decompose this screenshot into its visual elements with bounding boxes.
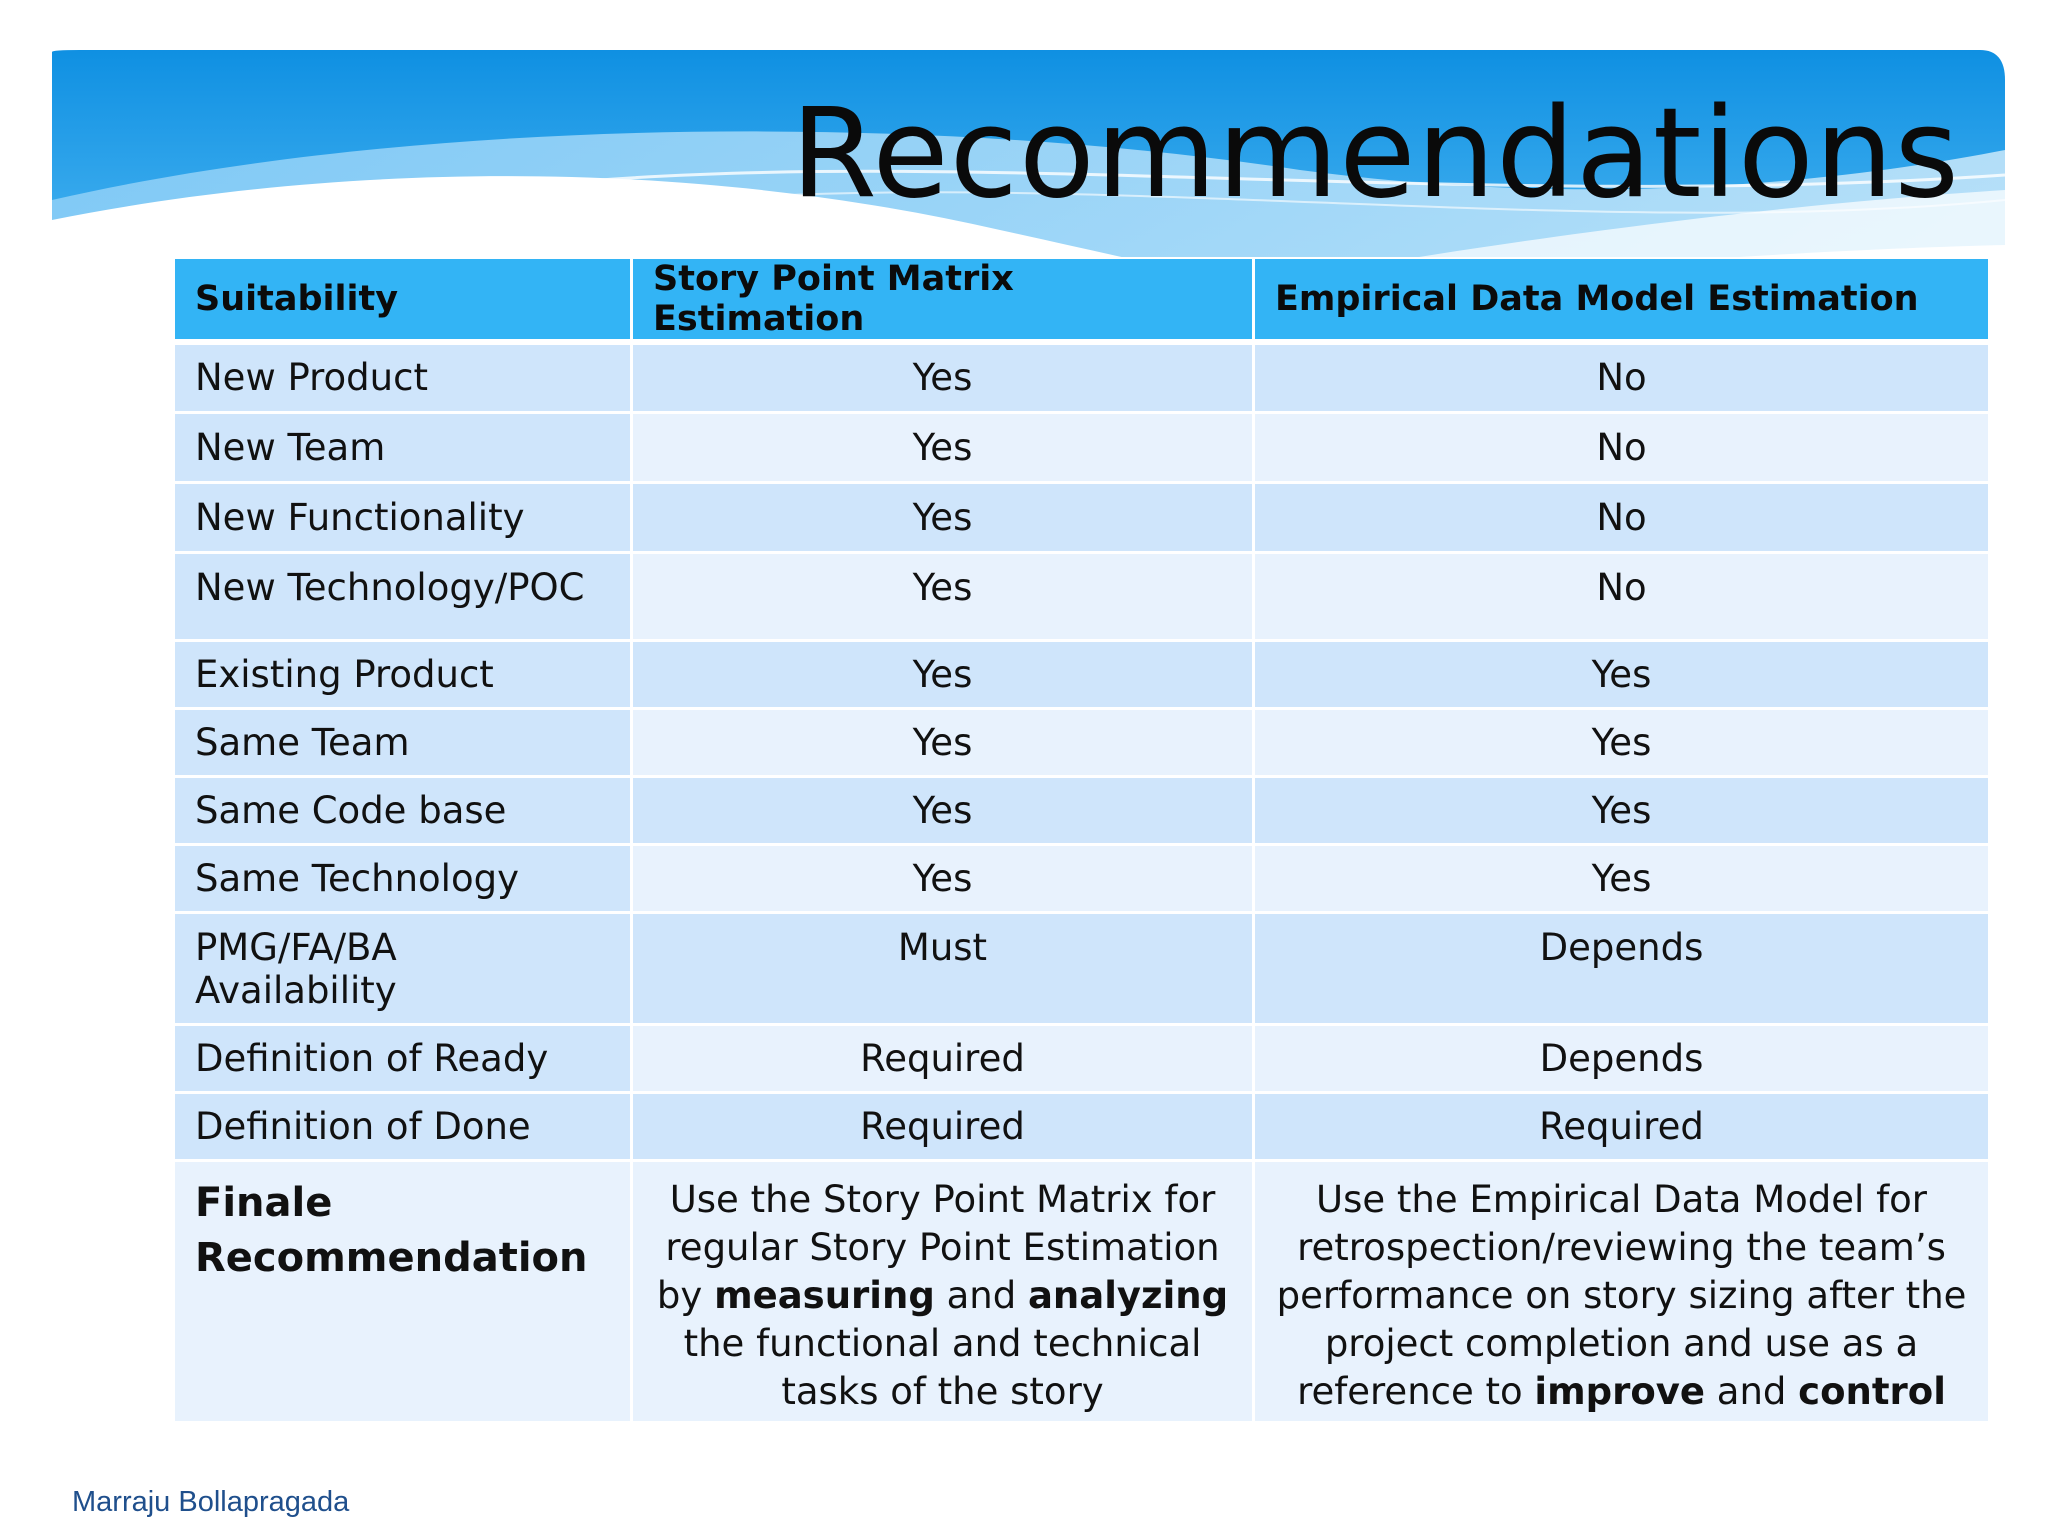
footer-author: Marraju Bollapragada: [72, 1486, 350, 1518]
header-suitability: Suitability: [174, 258, 632, 342]
story-point-value: Required: [632, 1024, 1254, 1092]
empirical-value: Yes: [1254, 708, 1990, 776]
story-point-value: Yes: [632, 708, 1254, 776]
finale-label-cell: [174, 1160, 632, 1422]
story-point-value: Must: [632, 912, 1254, 1024]
table-row: [174, 640, 1990, 708]
empirical-value: Required: [1254, 1092, 1990, 1160]
empirical-value: Yes: [1254, 776, 1990, 844]
row-label: PMG/FA/BA Availability: [174, 912, 632, 1024]
row-label: New Technology/POC: [174, 552, 632, 640]
story-point-value: Yes: [632, 482, 1254, 552]
table-row: [174, 708, 1990, 776]
row-label: Definition of Done: [174, 1092, 632, 1160]
empirical-value: Yes: [1254, 844, 1990, 912]
story-point-value: Yes: [632, 412, 1254, 482]
story-point-value: Yes: [632, 552, 1254, 640]
table-row: [174, 1024, 1990, 1092]
finale-row: [174, 1160, 1990, 1422]
finale-em-part2: and: [1705, 1369, 1799, 1413]
story-point-value: Yes: [632, 342, 1254, 412]
finale-label-line2: Recommendation: [195, 1234, 588, 1281]
finale-label-line1: Finale: [195, 1179, 333, 1226]
slide-title: Recommendations: [790, 82, 1960, 226]
story-point-value: Yes: [632, 640, 1254, 708]
table-row: [174, 1092, 1990, 1160]
row-label: New Product: [174, 342, 632, 412]
story-point-value: Required: [632, 1092, 1254, 1160]
finale-sp-bold-analyzing: analyzing: [1027, 1273, 1229, 1317]
header-story-point: Story Point Matrix Estimation: [632, 258, 1254, 342]
empirical-value: No: [1254, 482, 1990, 552]
row-label: New Functionality: [174, 482, 632, 552]
finale-sp-part1: Use the Story Point Matrix for regular Story Point Estimation by: [656, 1177, 1220, 1317]
finale-sp-part2: and: [934, 1273, 1028, 1317]
table-row: [174, 912, 1990, 1024]
row-label: Same Technology: [174, 844, 632, 912]
row-label: Definition of Ready: [174, 1024, 632, 1092]
story-point-value: Yes: [632, 844, 1254, 912]
empirical-value: No: [1254, 552, 1990, 640]
empirical-value: Depends: [1254, 1024, 1990, 1092]
finale-story-point-text: [632, 1160, 1254, 1422]
header-empirical: Empirical Data Model Estimation: [1254, 258, 1990, 342]
empirical-value: No: [1254, 412, 1990, 482]
finale-sp-bold-measuring: measuring: [714, 1273, 935, 1317]
table-row: [174, 342, 1990, 412]
row-label: New Team: [174, 412, 632, 482]
empirical-value: Yes: [1254, 640, 1990, 708]
finale-empirical-text: [1254, 1160, 1990, 1422]
table-row: [174, 482, 1990, 552]
empirical-value: No: [1254, 342, 1990, 412]
table-header-row: [174, 258, 1990, 342]
empirical-value: Depends: [1254, 912, 1990, 1024]
row-label: Same Code base: [174, 776, 632, 844]
finale-em-bold-improve: improve: [1534, 1369, 1706, 1413]
table-row: [174, 412, 1990, 482]
row-label: Existing Product: [174, 640, 632, 708]
table-row: [174, 552, 1990, 640]
recommendation-table: [172, 257, 1991, 1424]
finale-sp-part3: the functional and technical tasks of the story: [683, 1321, 1202, 1413]
table-row: [174, 844, 1990, 912]
table-row: [174, 776, 1990, 844]
story-point-value: Yes: [632, 776, 1254, 844]
row-label: Same Team: [174, 708, 632, 776]
finale-em-part1: Use the Empirical Data Model for retrospection/reviewing the team’s performance on story sizing after the project completion and use as a reference to: [1276, 1177, 1967, 1413]
finale-em-bold-control: control: [1798, 1369, 1946, 1413]
